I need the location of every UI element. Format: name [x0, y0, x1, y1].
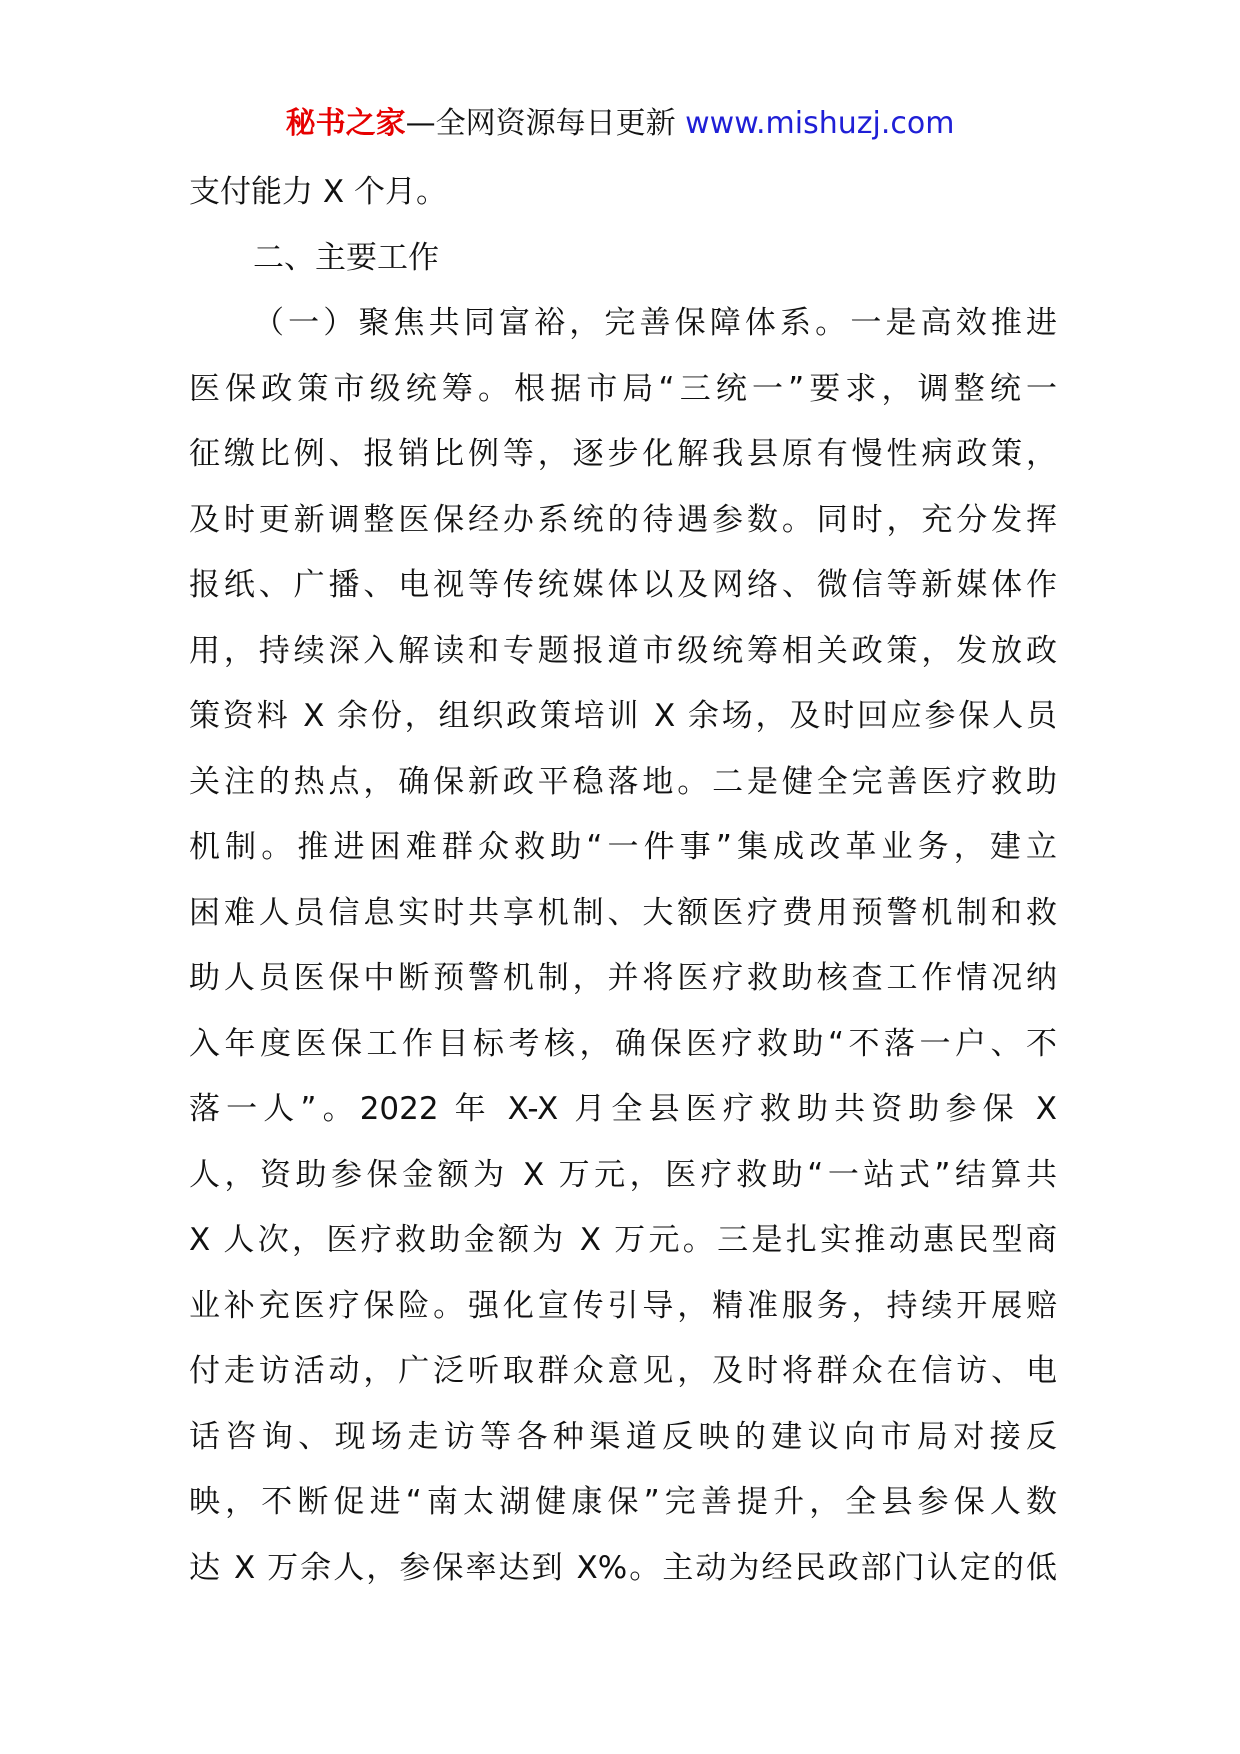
- text-line: 达 X 万余人，参保率达到 X%。主动为经民政部门认定的低: [189, 1549, 1057, 1586]
- text-line: 映，不断促进“南太湖健康保”完善提升，全县参保人数: [189, 1484, 1057, 1520]
- header-slogan: —全网资源每日更新: [405, 106, 676, 141]
- text-line: 征缴比例、报销比例等，逐步化解我县原有慢性病政策，: [189, 436, 1057, 472]
- text-line: 机制。推进困难群众救助“一件事”集成改革业务，建立: [189, 829, 1057, 865]
- site-url-link[interactable]: www.mishuzj.com: [685, 106, 955, 141]
- text-line: 助人员医保中断预警机制，并将医疗救助核查工作情况纳: [189, 960, 1057, 996]
- text-line: X 人次，医疗救助金额为 X 万元。三是扎实推动惠民型商: [189, 1222, 1057, 1258]
- document-body: [189, 166, 1057, 1607]
- text-line: （一）聚焦共同富裕，完善保障体系。一是高效推进: [253, 305, 1057, 341]
- text-line: 付走访活动，广泛听取群众意见，及时将群众在信访、电: [189, 1353, 1057, 1389]
- watermark-header: [0, 102, 1240, 146]
- text-line: 关注的热点，确保新政平稳落地。二是健全完善医疗救助: [189, 763, 1057, 800]
- text-line: 人，资助参保金额为 X 万元，医疗救助“一站式”结算共: [189, 1156, 1057, 1193]
- text-line: 及时更新调整医保经办系统的待遇参数。同时，充分发挥: [189, 501, 1057, 538]
- text-line: 支付能力 X 个月。: [189, 174, 447, 210]
- text-line: 报纸、广播、电视等传统媒体以及网络、微信等新媒体作: [189, 567, 1057, 603]
- text-line: 医保政策市级统筹。根据市局“三统一”要求，调整统一: [189, 370, 1057, 407]
- text-line: 入年度医保工作目标考核，确保医疗救助“不落一户、不: [189, 1025, 1057, 1062]
- text-line: 用，持续深入解读和专题报道市级统筹相关政策，发放政: [189, 632, 1057, 669]
- section-heading: 二、主要工作: [253, 239, 439, 276]
- text-line: 策资料 X 余份，组织政策培训 X 余场，及时回应参保人员: [189, 698, 1057, 734]
- text-line: 话咨询、现场走访等各种渠道反映的建议向市局对接反: [189, 1418, 1057, 1455]
- brand-name: 秘书之家: [285, 106, 406, 141]
- text-line: 困难人员信息实时共享机制、大额医疗费用预警机制和救: [189, 894, 1057, 931]
- text-line: 落一人”。2022 年 X-X 月全县医疗救助共资助参保 X: [189, 1091, 1057, 1127]
- text-line: 业补充医疗保险。强化宣传引导，精准服务，持续开展赔: [189, 1287, 1057, 1324]
